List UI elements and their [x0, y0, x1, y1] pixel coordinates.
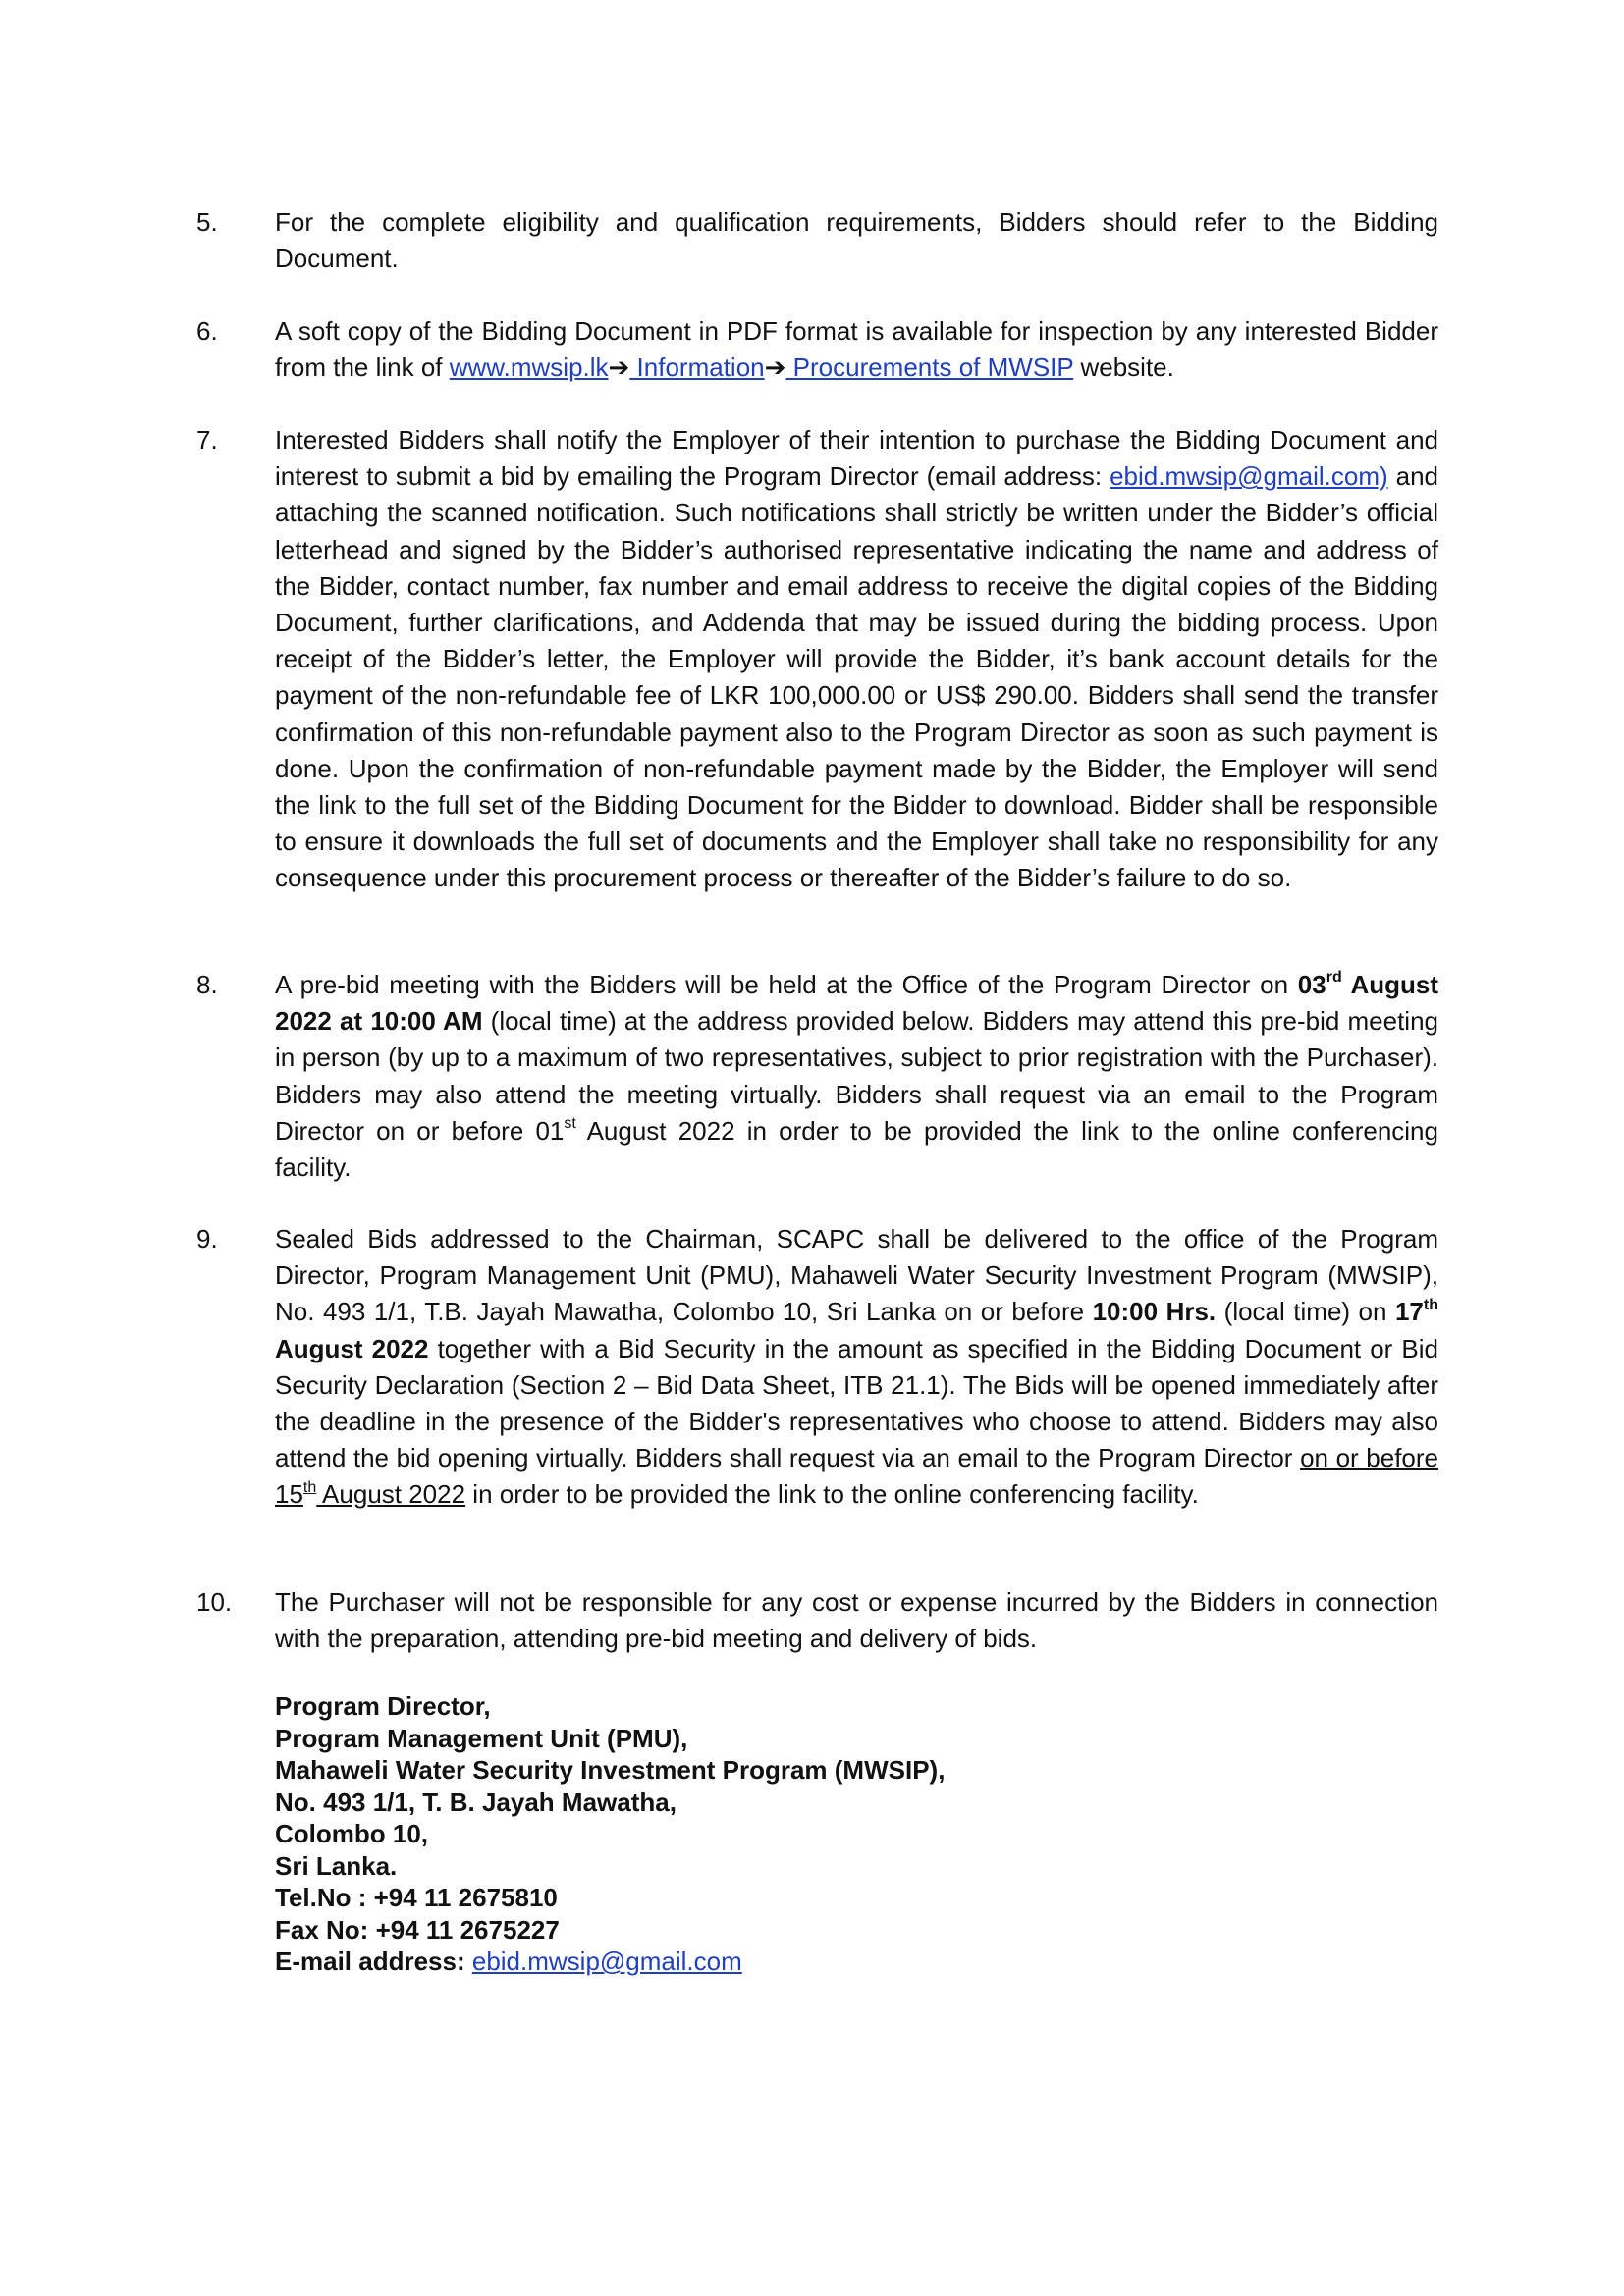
- text-segment: Interested Bidders shall notify the Employer of their intention to purchase the Bidding Document and interest to submit a bid by emailing the Program Director (email address:: [275, 425, 1438, 492]
- text-segment: Sealed Bids addressed to the Chairman, SCAPC shall be delivered to the office of the Program Director, Program Management Unit (PMU), Mahaweli Water Security Investment Program (MWSIP), No. 493 1/1, T.B. Jayah Mawatha, Colombo 10, Sri Lanka on or before: [275, 1224, 1438, 1327]
- superscript: st: [564, 1115, 576, 1133]
- superscript: th: [302, 1478, 317, 1496]
- bold-date: 03: [1297, 970, 1326, 999]
- text-segment: August 2022 in order to be provided the link to the online conferencing facility.: [275, 1115, 1438, 1183]
- arrow-icon: ➔: [608, 352, 630, 383]
- address-line: Sri Lanka.: [275, 1850, 398, 1881]
- text-segment: (local time) on: [1216, 1297, 1395, 1327]
- item-text: [275, 967, 1438, 1186]
- underlined-date: August 2022: [316, 1479, 466, 1510]
- information-link[interactable]: Information: [629, 352, 765, 383]
- item-text: [275, 422, 1438, 897]
- contact-email-link[interactable]: ebid.mwsip@gmail.com: [471, 1947, 742, 1976]
- item-text: For the complete eligibility and qualification requirements, Bidders should refer to the Bidding Document.: [275, 207, 1438, 274]
- item-number: 10.: [196, 1587, 233, 1617]
- arrow-icon: ➔: [764, 352, 786, 383]
- address-line: Program Director,: [275, 1691, 491, 1721]
- item-number: 7.: [196, 425, 218, 454]
- telephone-line: Tel.No : +94 11 2675810: [275, 1883, 558, 1912]
- item-number: 5.: [196, 207, 218, 237]
- item-text: [275, 1221, 1438, 1514]
- contact-address-block: [275, 1690, 945, 1978]
- underlined-date: on or before 15: [275, 1443, 1438, 1510]
- address-line: Colombo 10,: [275, 1819, 429, 1848]
- procurements-link[interactable]: Procurements of MWSIP: [785, 352, 1074, 383]
- text-segment: (local time) at the address provided below. Bidders may attend this pre-bid meeting in person (by up to a maximum of two representatives, subject to prior registration with the Purchaser). Bidders may also attend the meeting virtually. Bidders shall request via an email to the Program Director on or before 01: [275, 1006, 1438, 1146]
- bold-date: August 2022 at 10:00 AM: [275, 970, 1439, 1037]
- email-link[interactable]: ebid.mwsip@gmail.com): [1110, 461, 1388, 492]
- bold-time: 10:00 Hrs.: [1092, 1297, 1217, 1327]
- superscript: rd: [1326, 969, 1342, 987]
- text-segment: A soft copy of the Bidding Document in PDF format is available for inspection by any interested Bidder from the link of: [275, 316, 1438, 383]
- item-number: 6.: [196, 316, 218, 346]
- address-line: Mahaweli Water Security Investment Program (MWSIP),: [275, 1755, 946, 1785]
- address-line: No. 493 1/1, T. B. Jayah Mawatha,: [275, 1787, 677, 1817]
- text-segment: in order to be provided the link to the online conferencing facility.: [465, 1479, 1199, 1510]
- email-label: E-mail address:: [275, 1947, 472, 1976]
- fax-line: Fax No: +94 11 2675227: [275, 1914, 560, 1945]
- item-text: [275, 313, 1438, 386]
- item-number: 9.: [196, 1224, 218, 1254]
- text-segment: together with a Bid Security in the amount as specified in the Bidding Document or Bid Security Declaration (Section 2 – Bid Data Sheet, ITB 21.1). The Bids will be opened immediately after the deadline in the presence of the Bidder's representatives who choose to attend. Bidders may also attend the bid opening virtually. Bidders shall request via an email to the Program Director: [275, 1333, 1439, 1473]
- text-segment: and attaching the scanned notification. Such notifications shall strictly be written under the Bidder’s official letterhead and signed by the Bidder’s authorised representative indicating the name and address of the Bidder, contact number, fax number and email address to receive the digital copies of the Bidding Document, further clarifications, and Addenda that may be issued during the bidding process. Upon receipt of the Bidder’s letter, the Employer will provide the Bidder, it’s bank account details for the payment of the non-refundable fee of LKR 100,000.00 or US$ 290.00. Bidders shall send the transfer confirmation of this non-refundable payment also to the Program Director as soon as such payment is done. Upon the confirmation of non-refundable payment made by the Bidder, the Employer will send the link to the full set of the Bidding Document for the Bidder to download. Bidder shall be responsible to ensure it downloads the full set of documents and the Employer shall take no responsibility for any consequence under this procurement process or thereafter of the Bidder’s failure to do so.: [275, 461, 1438, 893]
- website-link[interactable]: www.mwsip.lk: [449, 352, 609, 383]
- bold-date: August 2022: [275, 1333, 429, 1363]
- superscript: th: [1423, 1296, 1438, 1313]
- item-text: The Purchaser will not be responsible for any cost or expense incurred by the Bidders in connection with the preparation, attending pre-bid meeting and delivery of bids.: [275, 1587, 1438, 1654]
- text-segment: website.: [1073, 352, 1174, 383]
- bold-date: 17: [1394, 1297, 1424, 1327]
- email-line: [275, 1946, 945, 1978]
- text-segment: A pre-bid meeting with the Bidders will be held at the Office of the Program Director on: [275, 970, 1298, 999]
- address-line: Program Management Unit (PMU),: [275, 1723, 688, 1753]
- item-number: 8.: [196, 970, 218, 999]
